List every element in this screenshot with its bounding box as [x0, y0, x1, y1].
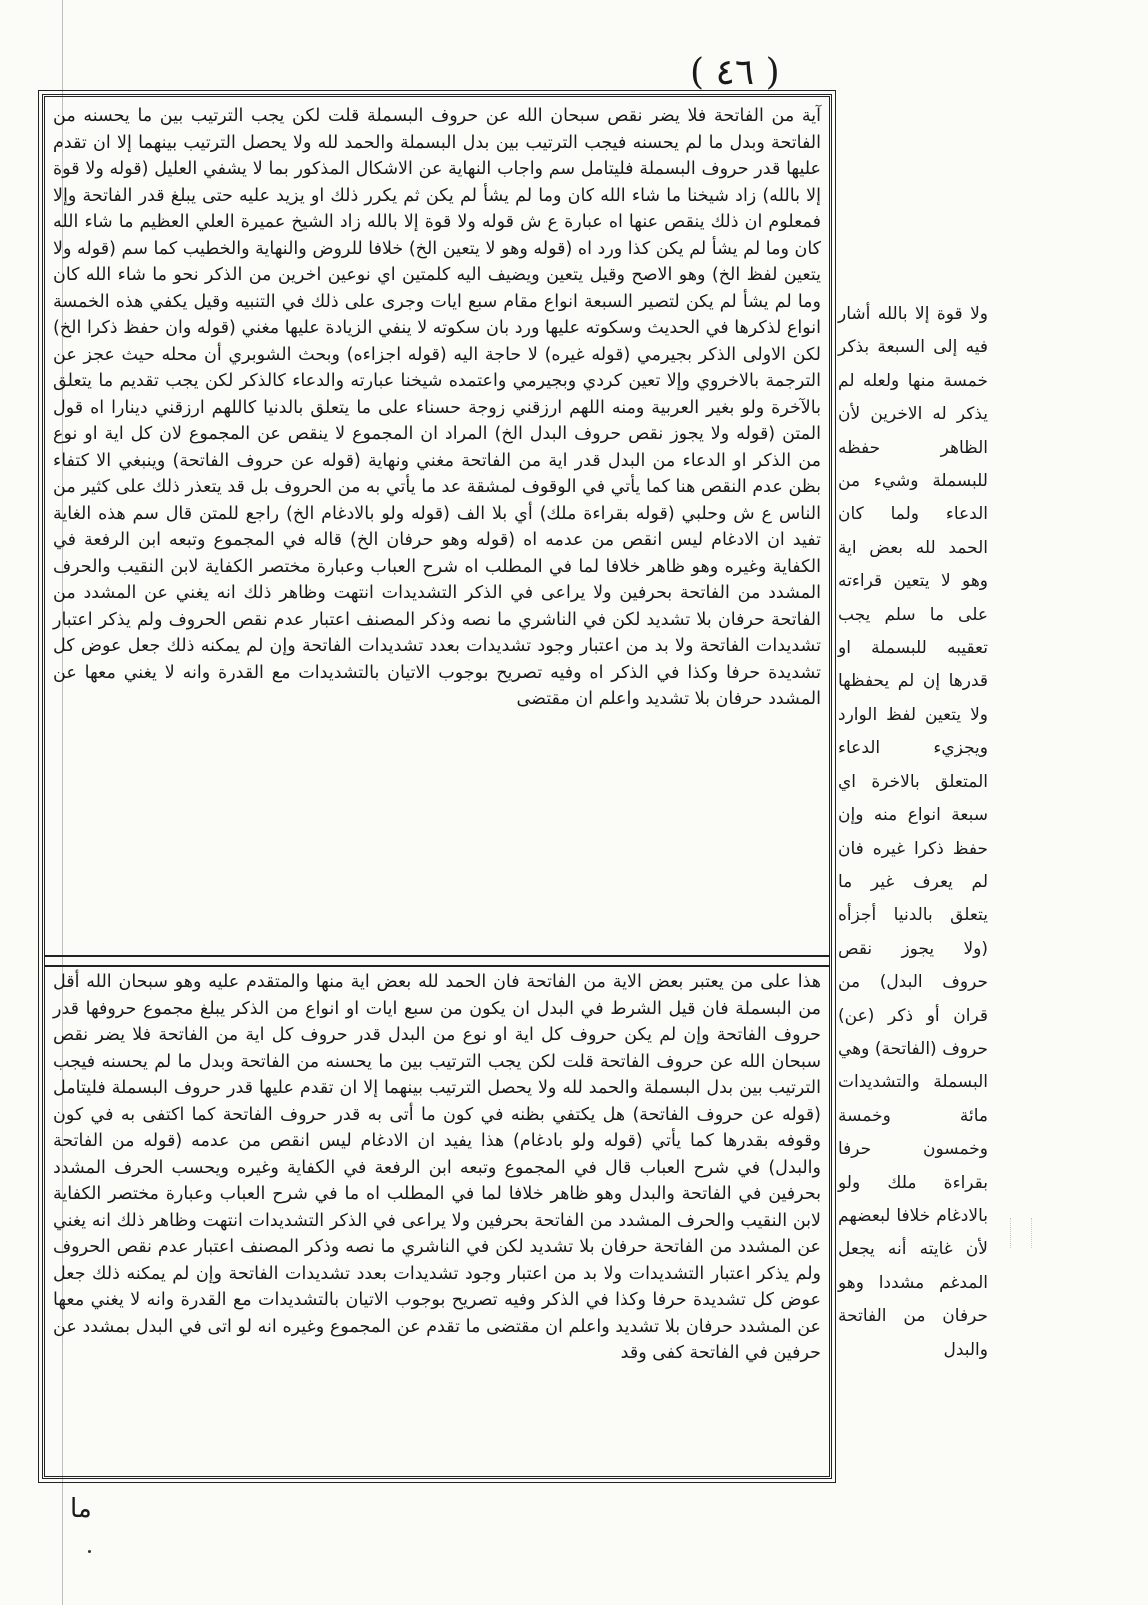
paper-mark: [1010, 1218, 1032, 1248]
margin-main-text: [838, 298, 988, 1360]
page-number: ( ٤٦ ): [690, 52, 780, 93]
upper-commentary-block: [53, 103, 821, 951]
commentary-frame: [42, 94, 832, 1479]
ink-dot: [88, 1550, 91, 1553]
catchword: ما: [70, 1494, 92, 1524]
lower-commentary-text: هذا على من يعتبر بعض الاية من الفاتحة فان الحمد لله بعض اية منها والمتقدم عليه وهو سبحان الله أقل من البسملة فان قيل الشرط في البدل ان يكون من سبع ايات او انواع من الذكر يبلغ مجموع حروفها قدر حروف الفاتحة وإن لم يكن حروف كل اية او نوع من البدل قدر حروف كل اية من الفاتحة فلا يضر نقص سبحان الله عن حروف الفاتحة قلت لكن يجب الترتيب بين ما يحسنه من الفاتحة وبدل ما لم يحسنه فيجب الترتيب بين بدل البسملة والحمد لله ولا يحصل الترتيب بينهما إلا ان تقدم عليها قدر حروف البسملة فليتامل (قوله عن حروف الفاتحة) هل يكتفي بظنه في كون ما أتى به قدر حروف الفاتحة كما اكتفى به في كون وقوفه بقدرها كما يأتي (قوله ولو بادغام) هذا يفيد ان الادغام ليس انقص من عدمه (قوله من الفاتحة والبدل) في شرح العباب قال في المجموع وتبعه ابن الرفعة في الكفاية وغيره ويحسب الحرف المشدد بحرفين في الفاتحة والبدل وهو ظاهر خلافا لما في المطلب اه ما في شرح العباب وعبارة مختصر الكفاية لابن النقيب والحرف المشدد من الفاتحة بحرفين ولا يراعى في الذكر التشديدات انتهت وظاهر ذلك انه يغني عن المشدد من الفاتحة حرفان بلا تشديد لكن في الناشري ما نصه وذكر المصنف اعتبار عدم نقص الحروف ولم يذكر اعتبار التشديدات ولا بد من اعتبار وجود تشديدات بعدد تشديدات الفاتحة وإن لم يمكنه ذلك جعل عوض كل تشديدة حرفا وكذا في الذكر وفيه تصريح بوجوب الاتيان بالتشديدات مع القدرة وانه لا يغني معها عن المشدد حرفان بلا تشديد واعلم ان مقتضى ما تقدم عن المجموع وغيره انه لو اتى في البدل بمشدد عن حرفين في الفاتحة كفى وقد: [53, 972, 821, 1363]
section-divider: [45, 955, 829, 967]
margin-main-text-body: ولا قوة إلا بالله أشار فيه إلى السبعة بذكر خمسة منها ولعله لم يذكر له الاخرين لأن الظاهر حفظه للبسملة وشيء من الدعاء ولما كان الحمد لله بعض اية وهو لا يتعين قراءته على ما سلم يجب تعقيبه للبسملة او قدرها إن لم يحفظها ولا يتعين لفظ الوارد ويجزيء الدعاء المتعلق بالاخرة اي سبعة انواع منه وإن حفظ ذكرا غيره فان لم يعرف غير ما يتعلق بالدنيا أجزأه (ولا يجوز نقص حروف البدل) من قران أو ذكر (عن) حروف (الفاتحة) وهي البسملة والتشديدات مائة وخمسة وخمسون حرفا بقراءة ملك ولو بالادغام خلافا لبعضهم لأن غايته أنه يجعل المدغم مشددا وهو حرفان من الفاتحة والبدل: [838, 304, 988, 1360]
lower-commentary-block: [53, 969, 821, 1469]
upper-commentary-text: آية من الفاتحة فلا يضر نقص سبحان الله عن حروف البسملة قلت لكن يجب الترتيب بين ما يحسنه من الفاتحة وبدل ما لم يحسنه فيجب الترتيب بين بدل البسملة والحمد لله ولا يحصل الترتيب بينهما إلا ان تقدم عليها قدر حروف البسملة فليتامل سم واجاب النهاية عن الاشكال المذكور بما لا يشفي العليل (قوله ولا قوة إلا بالله) زاد شيخنا ما شاء الله كان وما لم يشأ لم يكن ثم يكرر ذلك او يزيد عليه حتى يبلغ قدر الفاتحة وإلا فمعلوم ان ذلك ينقص عنها اه عبارة ع ش قوله ولا قوة إلا بالله زاد الشيخ عميرة العلي العظيم ما شاء الله كان وما لم يشأ لم يكن كذا ورد اه (قوله وهو لا يتعين الخ) خلافا للروض والنهاية والخطيب كما سم (قوله ولا يتعين لفظ الخ) وهو الاصح وقيل يتعين ويضيف اليه كلمتين اي نوعين اخرين من الذكر نحو ما شاء الله كان وما لم يشأ لم يكن لتصير السبعة انواع مقام سبع ايات وجرى على ذلك في التنبيه وقيل يكفي هذه الخمسة انواع لذكرها في الحديث وسكوته عليها ورد بان سكوته لا ينفي الزيادة عليها مغني (قوله وان حفظ ذكرا الخ) لكن الاولى الذكر بجيرمي (قوله غيره) لا حاجة اليه (قوله اجزاءه) وبحث الشوبري أن محله حيث عجز عن الترجمة بالاخروي وإلا تعين كردي وبجيرمي واعتمده شيخنا عبارته والدعاء كالذكر لكن يجب تقديم ما يتعلق بالآخرة ولو بغير العربية ومنه اللهم ارزقني زوجة حسناء على ما يتعلق بالدنيا كاللهم ارزقني دينارا اه قول المتن (قوله ولا يجوز نقص حروف البدل الخ) المراد ان المجموع لا ينقص عن المجموع لان كل اية او نوع من الذكر او الدعاء من البدل قدر اية من الفاتحة مغني ونهاية (قوله عن حروف الفاتحة) وينبغي الا كتفاء بظن عدم النقص هنا كما يأتي في الوقوف لمشقة عد ما يأتي به من الحروف بل قد يتعذر ذلك على كثير من الناس ع ش وحلبي (قوله بقراءة ملك) أي بلا الف (قوله ولو بالادغام الخ) راجع للمتن قال سم هذه الغاية تفيد ان الادغام ليس انقص من عدمه اه (قوله وهو حرفان الخ) قاله في المجموع وتبعه ابن الرفعة في الكفاية وغيره وهو ظاهر خلافا لما في المطلب اه شرح العباب وعبارة مختصر الكفاية لابن النقيب والحرف المشدد من الفاتحة بحرفين ولا يراعى في الذكر التشديدات انتهت وظاهر ذلك انه يغني عن المشدد من الفاتحة حرفان بلا تشديد لكن في الناشري ما نصه وذكر المصنف اعتبار عدم نقص الحروف ولم يذكر اعتبار تشديدات الفاتحة ولا بد من اعتبار وجود تشديدات بعدد تشديدات الفاتحة وإن لم يمكنه ذلك جعل عوض كل تشديدة حرفا وكذا في الذكر اه وفيه تصريح بوجوب الاتيان بالتشديدات مع القدرة وانه لا يغني معها عن المشدد حرفان بلا تشديد واعلم ان مقتضى: [53, 106, 821, 709]
